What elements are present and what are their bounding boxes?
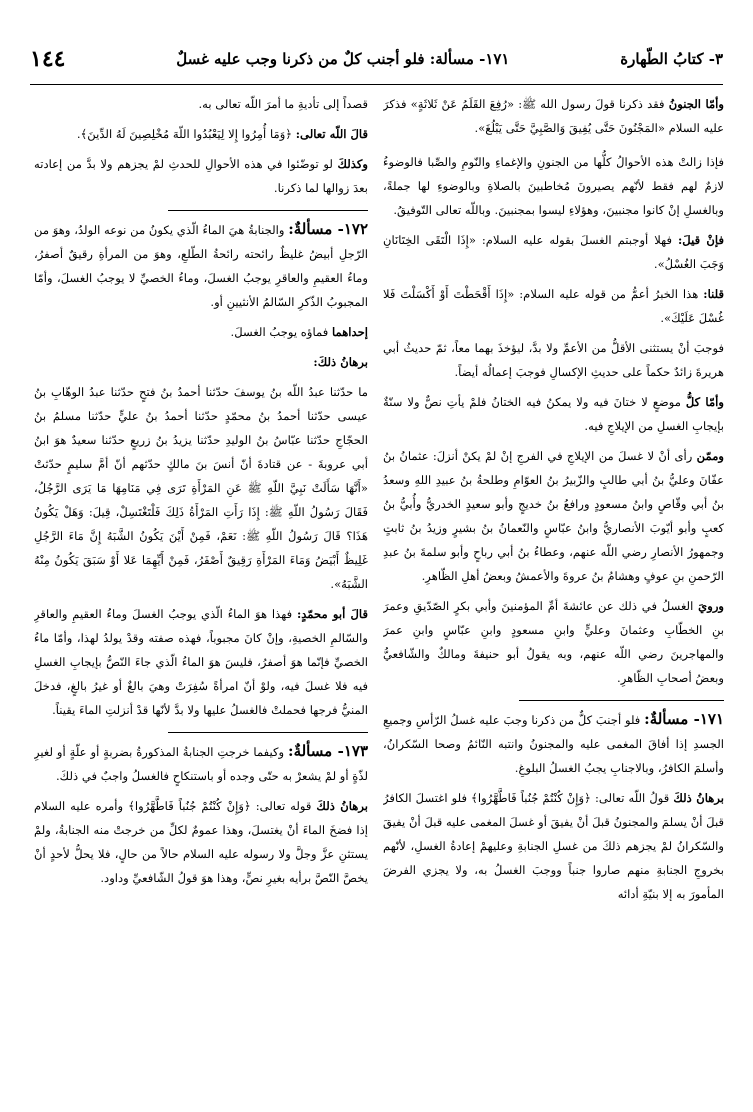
section-divider xyxy=(168,732,368,733)
running-header xyxy=(30,38,723,80)
paragraph: قلنا: هذا الخبرُ أعمُّ من قوله عليه السلام: «إِذَا أَقْحَطْتَ أَوْ أَكْسَلْتَ فَلا غُسْلَ عَلَيْكَ». xyxy=(383,287,724,325)
header-rule xyxy=(30,84,723,85)
paragraph: إحداهما فماؤه يوجبُ الغسلَ. xyxy=(230,325,368,339)
paragraph: وممّن رأى أنْ لا غسلَ من الإيلاجِ في الفرجِ إنْ لمْ يكنْ أنزلَ: عثمانُ بنُ عفّانَ وعليُّ بنُ أبي طالبٍ والزّبيرُ بنُ العوّامِ وطلحةُ بنُ عبيدِ اللهِ وسعدُ بنُ أبي وقّاصٍ وابنُ مسعودٍ ورافعُ بنُ خديجٍ وأبو سعيدٍ الخدريُّ وأُبيُّ بنُ كعبٍ وأبو أيّوبَ الأنصاريُّ وابنُ عبّاسٍ والنّعمانُ بنُ بشيرٍ وزيدُ بنُ ثابتٍ وجمهورُ الأنصارِ رضي اللّه عنهم، وعطاءُ بنُ أبي رباحٍ وأبو سلمةَ بنُ عبدِ الرّحمنِ بنِ عوفٍ وهشامُ بنُ عروةَ والأعمشُ وبعضُ أهلِ الظّاهرِ. xyxy=(383,449,724,583)
masala-172: ١٧٢- مسألةٌ: والجنابةُ هيَ الماءُ الّذي يكونُ من نوعه الولدُ، وهوَ من الرّجلِ أبيضُ غليظٌ رائحته رائحةُ الطّلعِ، وهوَ من المرأةِ رقيقٌ أصفرُ، وماءُ العقيمِ والعاقرِ يوجبُ الغسلَ، وماءُ الخصيِّ لا يوجبُ الغسلَ، وأمّا المجبوبُ الذّكرِ السّالمُ الأنثيينِ أو. xyxy=(34,220,368,309)
paragraph: فوجبَ أنْ يستثنى الأقلُّ من الأعمِّ ولا بدَّ، ليؤخذَ بهما معاً، ثمّ حديثُ أبي هريرةَ زائدٌ حكماً على حديثِ الإكسالِ فوجبَ إعمالُه أيضاً. xyxy=(383,341,724,379)
section-title: ١٧١- مسألة: فلو أجنب كلٌ من ذكرنا وجب عليه غسلٌ xyxy=(176,50,510,68)
paragraph: وأمّا كلُّ موضعٍ لا ختانَ فيه ولا يمكنُ فيه الختانُ فلمْ يأتِ نصٌّ ولا سنّةٌ بإيجابِ الغسلِ من الإيلاجِ فيه. xyxy=(383,395,724,433)
masala-171: ١٧١- مسألةٌ: فلو أجنبَ كلٌّ من ذكرنا وجبَ عليه غسلُ الرّأسِ وجميعِ الجسدِ إذا أفاقَ المغمى عليه والمجنونُ وانتبه النّائمُ وصحا السّكرانُ، وأسلمَ الكافرُ، وبالاجنابِ يجبُ الغسلُ البلوغِ. xyxy=(383,710,724,775)
section-divider xyxy=(519,700,724,701)
proof-heading: برهانُ ذلكَ: xyxy=(313,355,368,369)
paragraph: فإذا زالتْ هذه الأحوالُ كلُّها من الجنونِ والإغماءِ والنّومِ والصِّبا فالوضوءُ لازمٌ لهم فقط لأنّهم يصيرونَ مُخاطبينَ بالصلاةِ وبالوضوءِ لها جملةً، وبالغسلِ إنْ كانوا مجنبينَ، وهؤلاءِ ليسوا بمجنبينَ. وباللّه تعالى التّوفيقُ. xyxy=(383,155,724,217)
right-column xyxy=(383,92,724,1112)
left-column xyxy=(34,92,368,1112)
hadith-paragraph: ما حدّثنا عبدُ اللّه بنُ يوسفَ حدّثنا أحمدُ بنُ فتحٍ حدّثنا عبدُ الوهّابِ بنُ عيسى حدّثنا أحمدُ بنُ محمّدٍ حدّثنا أحمدُ بنُ عليٍّ حدّثنا مسلمُ بنُ الحجّاجِ حدّثنا عبّاسُ بنُ الوليدِ حدّثنا يزيدُ بنُ زريعٍ حدّثنا سعيدٌ هوَ ابنُ أبي عروبةَ - عن قتادةَ أنّ أنسَ بنَ مالكٍ حدّثهم أنّ أمَّ سليمٍ حدّثتْ «أَنَّهَا سَأَلَتْ نَبِيَّ اللّهِ ﷺ عَنِ المَرْأَةِ تَرَى فِي مَنَامِهَا مَا يَرَى الرَّجُلُ، فَقَالَ رَسُولُ اللّهِ ﷺ: إِذَا رَأَتِ المَرْأَةُ ذَلِكَ فَلْتَغْتَسِلْ، قِيلَ: وَهَلْ يَكُونُ هَذَا؟ قَالَ رَسُولُ اللّهِ ﷺ: نَعَمْ، فَمِنْ أَيْنَ يَكُونُ الشَّبَهُ إِنَّ مَاءَ الرَّجُلِ غَلِيظٌ أَبْيَضُ وَمَاءَ المَرْأَةِ رَقِيقٌ أَصْفَرُ، فَمِنْ أَيِّهِمَا عَلا أَوْ سَبَقَ يَكُونُ مِنْهُ الشَّبَهُ». xyxy=(34,385,368,591)
paragraph: قالَ اللّه تعالى: ﴿وَمَا أُمِرُوا إِلا لِيَعْبُدُوا اللّهَ مُخْلِصِينَ لَهُ الدِّينَ﴾. xyxy=(76,127,368,141)
paragraph: قالَ أبو محمّدٍ: فهذا هوَ الماءُ الّذي يوجبُ الغسلَ وماءُ العقيمِ والعاقرِ والسّالمِ الخصيةِ، وإنْ كانَ مجبوباً، فهذه صفته وقدْ يولدُ لهذا، وأمّا ماءُ الخصيِّ فإنّما هوَ أصفرُ، فليسَ هوَ الماءُ الّذي جاءَ النّصُّ بإيجابِ الغسلِ فيه فلا غسلَ فيه، ولوْ أنّ امرأةً سُفِرَتْ وهيَ بالغٌ أو غيرُ بالغٍ، فدخلَ المنيُّ فرجها فحملتْ فالغسلُ عليها ولا بدَّ لأنّها قدْ أنزلتِ الماءَ يقيناً. xyxy=(34,607,368,717)
masala-173: ١٧٣- مسألةٌ: وكيفما خرجتِ الجنابةُ المذكورةُ بضربةٍ أو علّةٍ أو لغيرِ لذّةٍ أو لمْ يشعرْ به حتّى وجده أو باستنكاحٍ فالغسلُ واجبٌ في ذلكَ. xyxy=(34,742,368,783)
page-number: ١٤٤ xyxy=(30,46,66,72)
paragraph: قصداً إلى تأديةِ ما أمرَ اللّه تعالى به. xyxy=(198,97,368,111)
paragraph: وأمّا الجنونُ فقد ذكرنا قولَ رسول الله ﷺ: «رُفِعَ القَلَمُ عَنْ ثَلاثَةٍ» فذكرَ عليه السلام «المَجْنُونَ حَتَّى يُفِيقَ وَالصَّبِيَّ حَتَّى يَبْلُغَ». xyxy=(383,97,724,135)
paragraph: ورويَ الغسلُ في ذلك عن عائشةَ أمِّ المؤمنينَ وأبي بكرٍ الصّدّيقِ وعمرَ بنِ الخطّابِ وعثمانَ وعليٍّ وابنِ مسعودٍ وابنِ عبّاسٍ وابنِ عمرَ والمهاجرينَ رضي اللّه عنهم، وبه يقولُ أبو حنيفةَ ومالكٌ والشّافعيُّ وبعضُ أصحابِ الظّاهرِ. xyxy=(383,599,724,685)
book-title: ٣- كتابُ الطّهارة xyxy=(620,50,723,68)
paragraph: وكذلكَ لو توضّئوا في هذه الأحوالِ للحدثِ لمْ يجزهم ولا بدَّ من إعادته بعدَ زوالها لما ذكرنا. xyxy=(34,157,368,195)
paragraph: برهانُ ذلكَ قوله تعالى: ﴿وَإِنْ كُنْتُمْ جُنُباً فَاطَّهَّرُوا﴾ وأمره عليه السلام إذا فضخَ الماءَ أنْ يغتسلَ، وهذا عمومٌ لكلِّ من خرجتْ منه الجنابةُ، ولمْ يستثنِ عزَّ وجلَّ ولا رسوله عليه السلام حالاً من حالٍ، فلا يحلُّ لأحدٍ أنْ يخصَّ النّصَّ برأيه بغيرِ نصٍّ، وهذا هوَ قولُ الشّافعيِّ وداود. xyxy=(34,799,368,885)
section-divider xyxy=(168,210,368,211)
paragraph: برهانُ ذلكَ قولُ اللّه تعالى: ﴿وَإِنْ كُنْتُمْ جُنُباً فَاطَّهَّرُوا﴾ فلو اغتسلَ الكافرُ قبلَ أنْ يسلمَ والمجنونُ قبلَ أنْ يفيقَ أو غسلَ المغمى عليه قبلَ أنْ يفيقَ والسّكرانُ لمْ يجزهم ذلكَ من غسلِ الجنابةِ وعليهمْ إعادةُ الغسلِ، لأنّهم بخروجِ الجنابةِ منهم صاروا جنباً ووجبَ الغسلُ به، ولا يجزي الفرضَ المأمورَ به إلا بنيّةِ أدائه xyxy=(383,791,724,901)
paragraph: فإنْ قيلَ: فهلا أوجبتم الغسلَ بقوله عليه السلام: «إِذَا الْتَقَى الخِتَانَانِ وَجَبَ الغُسْلُ». xyxy=(383,233,724,271)
